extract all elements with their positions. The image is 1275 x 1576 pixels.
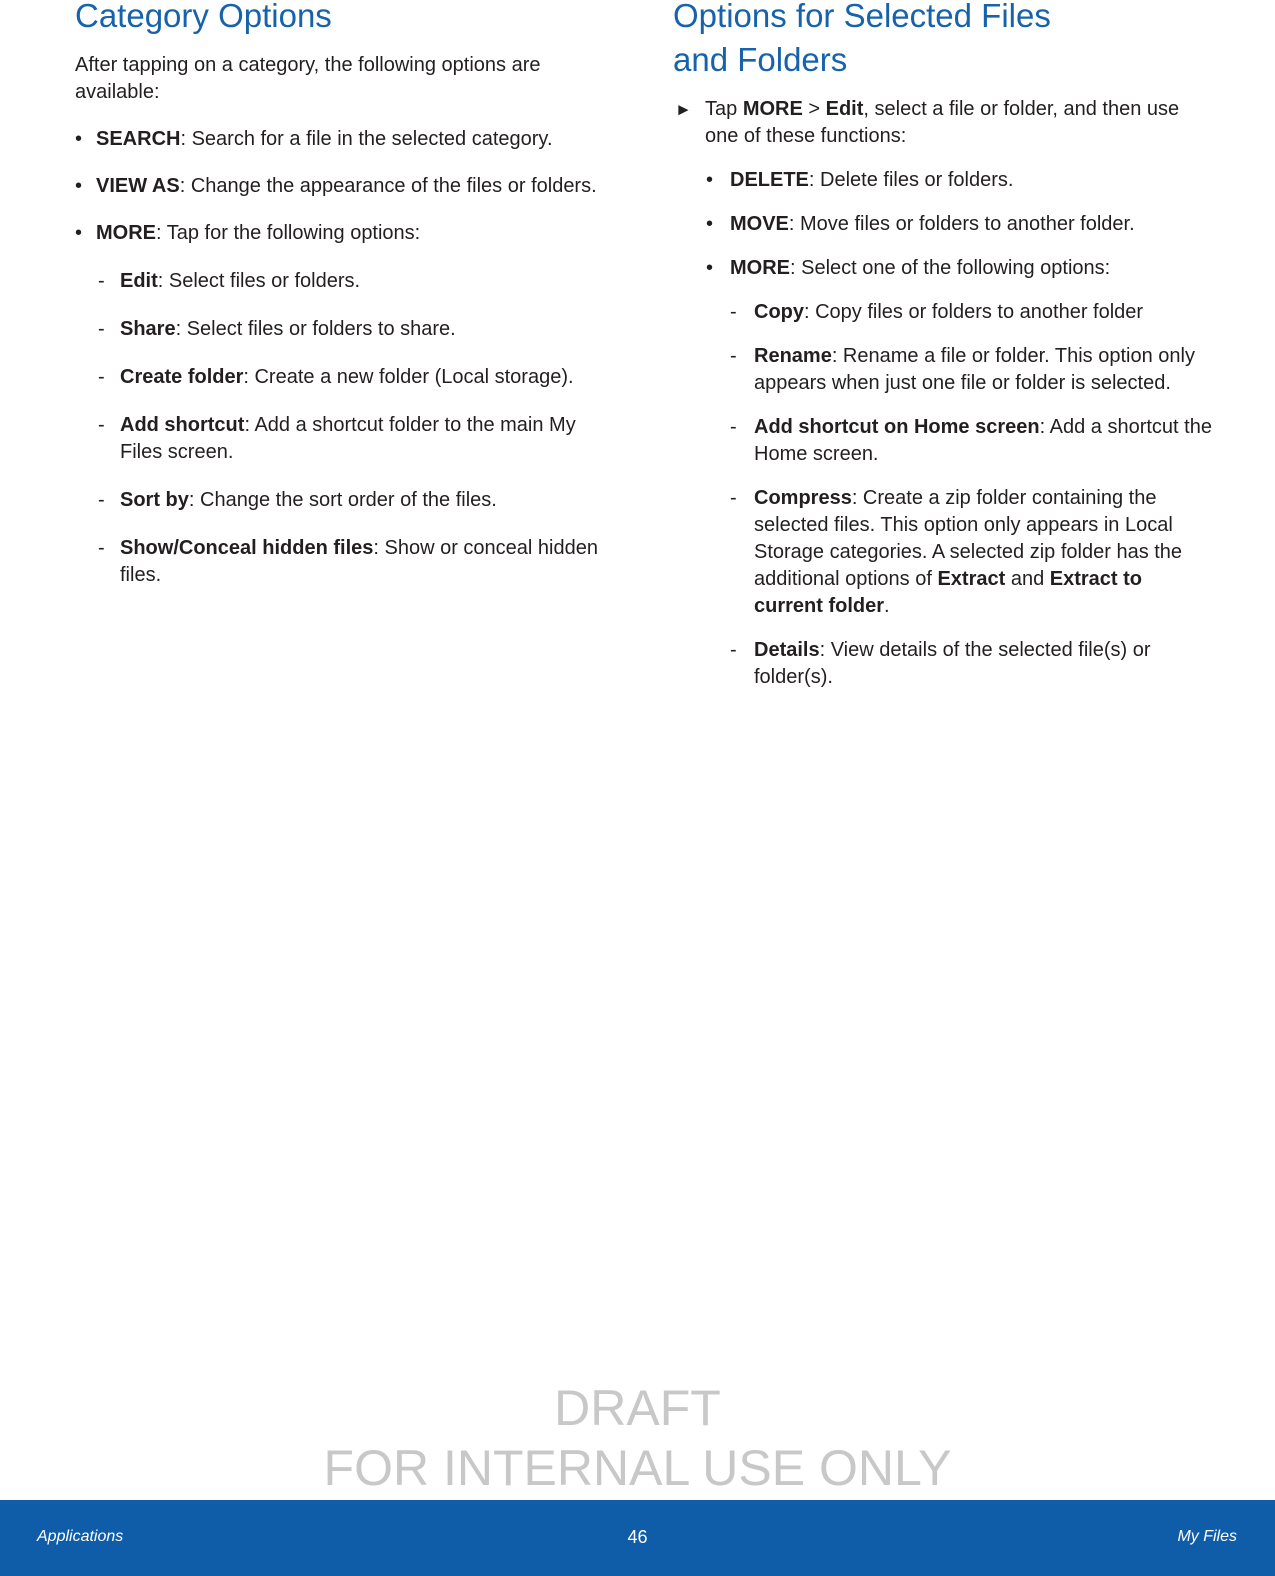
- dash-icon: -: [98, 489, 105, 511]
- sub-item-add-shortcut-home: - Add shortcut on Home screen: Add a shortcut the Home screen.: [730, 416, 1212, 465]
- sub-item-details: - Details: View details of the selected file(s) or folder(s).: [730, 639, 1151, 688]
- dash-icon: -: [98, 318, 105, 340]
- category-options-intro: After tapping on a category, the following options are available:: [75, 54, 541, 103]
- dash-icon: -: [98, 414, 105, 436]
- sub-item-create-folder: - Create folder: Create a new folder (Local storage).: [75, 364, 605, 391]
- dash-icon: -: [98, 366, 105, 388]
- list-item-more: • MORE: Tap for the following options: - Edit: Select files or folders. - Share: Select files or folders to share. - Create folder: Create a new folder (Local storage). - Add shortcut: Add a shortcut folder to the main My Files screen. - Sort by: Change the sort order of the files. - Show/Conceal hidden files: Show or conceal hidden files.: [75, 220, 605, 589]
- dash-icon: -: [730, 487, 737, 509]
- instruction-step: ► Tap MORE > Edit, select a file or folder, and then use one of these functions:: [675, 98, 1180, 147]
- sub-item-sort-by: - Sort by: Change the sort order of the files.: [75, 487, 605, 514]
- list-item-search: • SEARCH: Search for a file in the selected category.: [75, 126, 605, 153]
- page-footer: [0, 1500, 1275, 1576]
- more-options-sublist: [673, 299, 1213, 691]
- sub-item-share: - Share: Select files or folders to share.: [75, 316, 605, 343]
- list-item-move: • MOVE: Move files or folders to another folder.: [673, 211, 1213, 238]
- more-options-sublist: [75, 268, 605, 589]
- page-number: 46: [627, 1527, 648, 1547]
- bullet-icon: •: [75, 222, 83, 244]
- right-column: [673, 0, 1213, 691]
- category-options-heading: Category Options: [75, 0, 332, 34]
- dash-icon: -: [730, 416, 737, 438]
- sub-item-edit: - Edit: Select files or folders.: [75, 268, 605, 295]
- sub-item-add-shortcut: - Add shortcut: Add a shortcut folder to the main My Files screen.: [98, 414, 576, 463]
- arrow-right-icon: ►: [675, 100, 692, 119]
- dash-icon: -: [98, 270, 105, 292]
- selected-files-heading: Options for Selected Files and Folders: [673, 0, 1051, 78]
- footer-chapter-label: My Files: [1177, 1528, 1237, 1545]
- list-item-view-as: • VIEW AS: Change the appearance of the files or folders.: [75, 173, 605, 200]
- bullet-icon: •: [706, 213, 714, 235]
- dash-icon: -: [730, 301, 737, 323]
- left-column: [75, 0, 605, 589]
- dash-icon: -: [730, 639, 737, 661]
- dash-icon: -: [730, 345, 737, 367]
- draft-watermark: DRAFT FOR INTERNAL USE ONLY: [323, 1380, 952, 1496]
- sub-item-copy: - Copy: Copy files or folders to another folder: [673, 299, 1213, 326]
- dash-icon: -: [98, 537, 105, 559]
- sub-item-compress: - Compress: Create a zip folder containing the selected files. This option only appears in Local Storage categories. A selected zip folder has the additional options of Extract and Extract to current folder.: [730, 487, 1183, 617]
- footer-section-label: Applications: [37, 1528, 124, 1545]
- bullet-icon: •: [75, 175, 83, 197]
- list-item-more: • MORE: Select one of the following options: - Copy: Copy files or folders to another folder - Rename: Rename a file or folder. This option only appears when just one file or folder is selected. - Add shortcut on Home screen: Add a shortcut the Home screen. - Compress: Create a zip folder containing the selected files. This option only appears in Local Storage categories. A selected zip folder has the additional options of Extract and Extract to current folder. - Details: View details of the selected file(s) or folder(s).: [673, 255, 1213, 691]
- selected-options-list: [673, 167, 1213, 691]
- bullet-icon: •: [75, 128, 83, 150]
- list-item-delete: • DELETE: Delete files or folders.: [673, 167, 1213, 194]
- category-options-list: [75, 126, 605, 589]
- sub-item-rename: - Rename: Rename a file or folder. This option only appears when just one file or folder is selected.: [730, 345, 1195, 394]
- bullet-icon: •: [706, 257, 714, 279]
- bullet-icon: •: [706, 169, 714, 191]
- sub-item-show-conceal: - Show/Conceal hidden files: Show or conceal hidden files.: [98, 537, 598, 586]
